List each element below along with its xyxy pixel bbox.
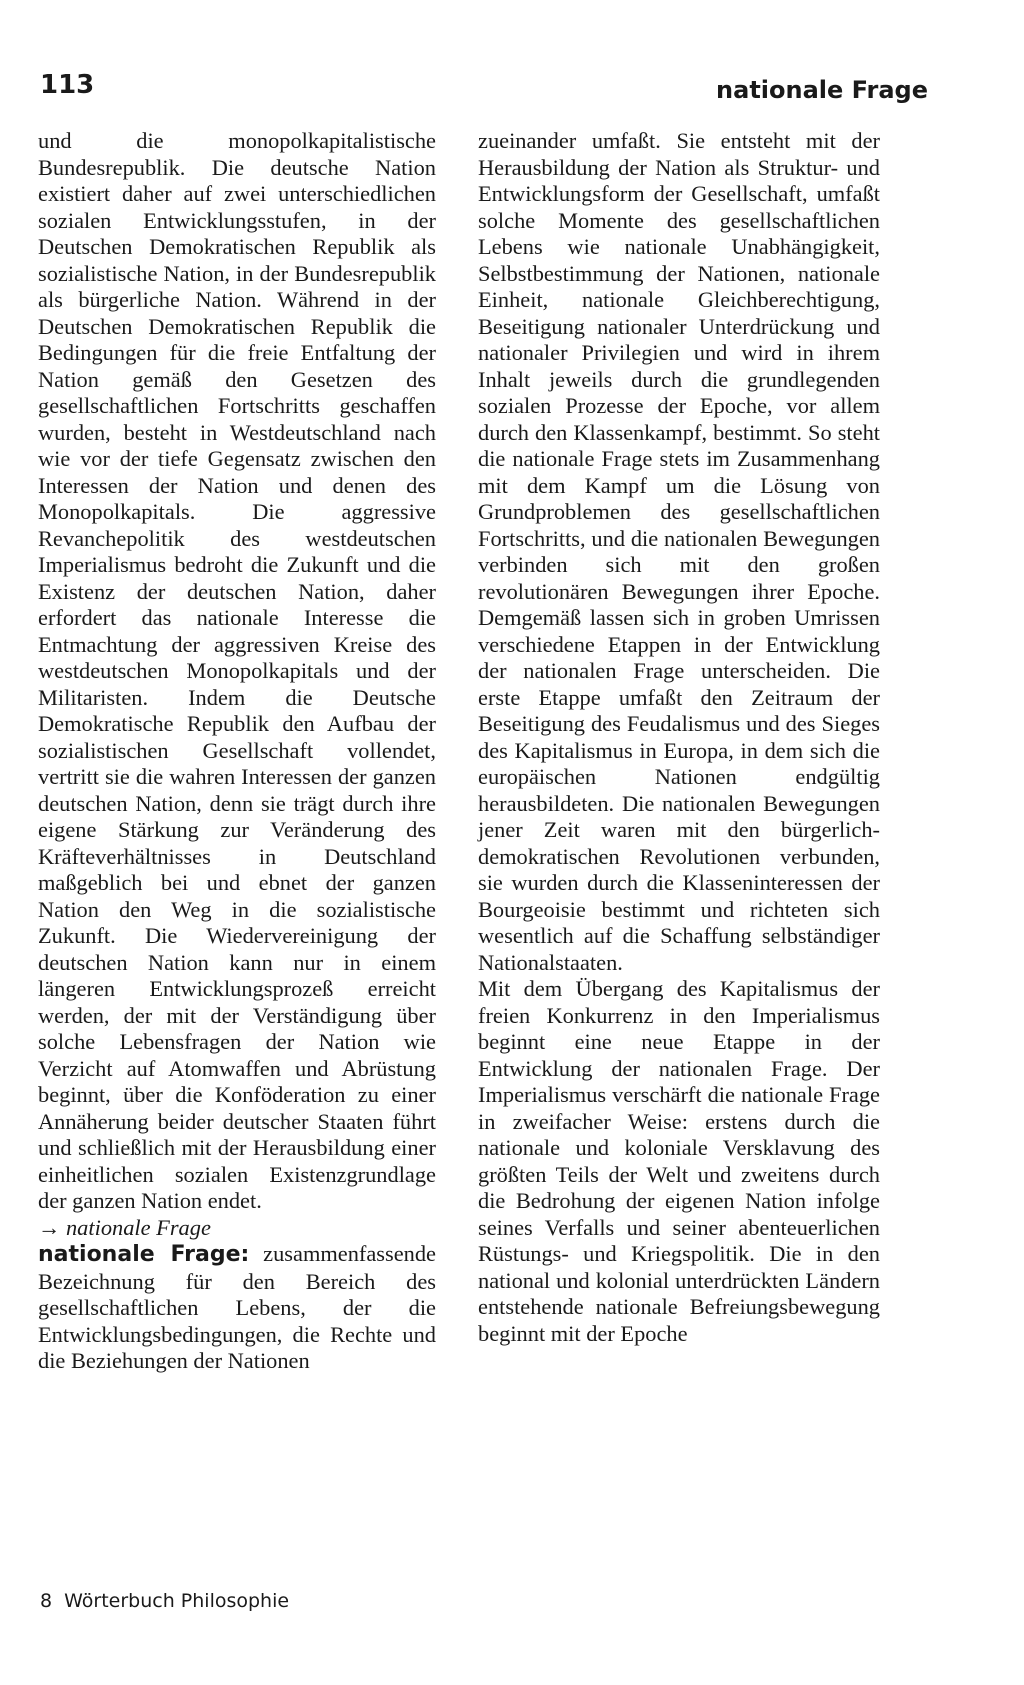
left-column [38, 128, 436, 1375]
page-number: 113 [40, 70, 95, 100]
entry-definition: zusammenfassende Bezeichnung für den Bereich des gesellschaftlichen Lebens, der die Entwicklungsbedingungen, die Rechte und die Beziehungen der Nationen [38, 1241, 436, 1373]
book-title: Wörterbuch Philosophie [64, 1590, 290, 1612]
right-column [478, 128, 880, 1347]
left-paragraph-1: und die monopolkapitalistische Bundesrepublik. Die deutsche Nation existiert daher auf zwei unterschiedlichen sozialen Entwicklungsstufen, in der Deutschen Demokratischen Republik als sozialistische Nation, in der Bundesrepublik als bürgerliche Nation. Während in der Deutschen Demokratischen Republik die Bedingungen für die freie Entfaltung der Nation gemäß den Gesetzen des gesellschaftlichen Fortschritts geschaffen wurden, besteht in Westdeutschland nach wie vor der tiefe Gegensatz zwischen den Interessen der Nation und denen des Monopolkapitals. Die aggressive Revanchepolitik des westdeutschen Imperialismus bedroht die Zukunft und die Existenz der deutschen Nation, daher erfordert das nationale Interesse die Entmachtung der aggressiven Kreise des westdeutschen Monopolkapitals und der Militaristen. Indem die Deutsche Demokratische Republik den Aufbau der sozialistischen Gesellschaft vollendet, vertritt sie die wahren Interessen der ganzen deutschen Nation, denn sie trägt durch ihre eigene Stärkung zur Veränderung des Kräfteverhältnisses in Deutschland maßgeblich bei und ebnet der ganzen Nation den Weg in die sozialistische Zukunft. Die Wiedervereinigung der deutschen Nation kann nur in einem längeren Entwicklungsprozeß erreicht werden, der mit der Verständigung über solche Lebensfragen der Nation wie Verzicht auf Atomwaffen und Abrüstung beginnt, über die Konföderation zu einer Annäherung beider deutscher Staaten führt und schließlich mit der Herausbildung einer einheitlichen sozialen Existenzgrundlage der ganzen Nation endet. [38, 128, 436, 1213]
dictionary-entry [38, 1241, 436, 1375]
cross-reference-link[interactable]: → nationale Frage [38, 1214, 211, 1240]
running-head: nationale Frage [716, 76, 928, 104]
right-paragraph-2: Mit dem Übergang des Kapitalismus der freien Konkurrenz in den Imperialismus beginnt eine neue Etappe in der Entwicklung der nationalen Frage. Der Imperialismus verschärft die nationale Frage in zweifacher Weise: erstens durch die nationale und koloniale Versklavung des größten Teils der Welt und zweitens durch die Bedrohung der eigenen Nation infolge seines Verfalls und seiner abenteuerlichen Rüstungs- und Kriegspolitik. Die in den national und kolonial unterdrückten Ländern entstehende nationale Befreiungsbewegung beginnt mit der Epoche [478, 976, 880, 1346]
entry-headword: nationale Frage: [38, 1242, 250, 1267]
right-paragraph-1: zueinander umfaßt. Sie entsteht mit der Herausbildung der Nation als Struktur- und Entwicklungsform der Gesellschaft, umfaßt solche Momente des gesellschaftlichen Lebens wie nationale Unabhängigkeit, Selbstbestimmung der Nationen, nationale Einheit, nationale Gleichberechtigung, Beseitigung nationaler Unterdrückung und nationaler Privilegien und wird in ihrem Inhalt jeweils durch die grundlegenden sozialen Prozesse der Epoche, vor allem durch den Klassenkampf, bestimmt. So steht die nationale Frage stets im Zusammenhang mit dem Kampf um die Lösung von Grundproblemen des gesellschaftlichen Fortschritts, und die nationalen Bewegungen verbinden sich mit den großen revolutionären Bewegungen ihrer Epoche. Demgemäß lassen sich in groben Umrissen verschiedene Etappen in der Entwicklung der nationalen Frage unterscheiden. Die erste Etappe umfaßt den Zeitraum der Beseitigung des Feudalismus und des Sieges des Kapitalismus in Europa, in dem sich die europäischen Nationen endgültig herausbildeten. Die nationalen Bewegungen jener Zeit waren mit den bürgerlich-demokratischen Revolutionen verbunden, sie wurden durch die Klasseninteressen der Bourgeoisie bestimmt und richteten sich wesentlich auf die Schaffung selbständiger Nationalstaaten. [478, 128, 880, 975]
signature-mark: 8 [40, 1590, 53, 1612]
footer [40, 1590, 289, 1612]
